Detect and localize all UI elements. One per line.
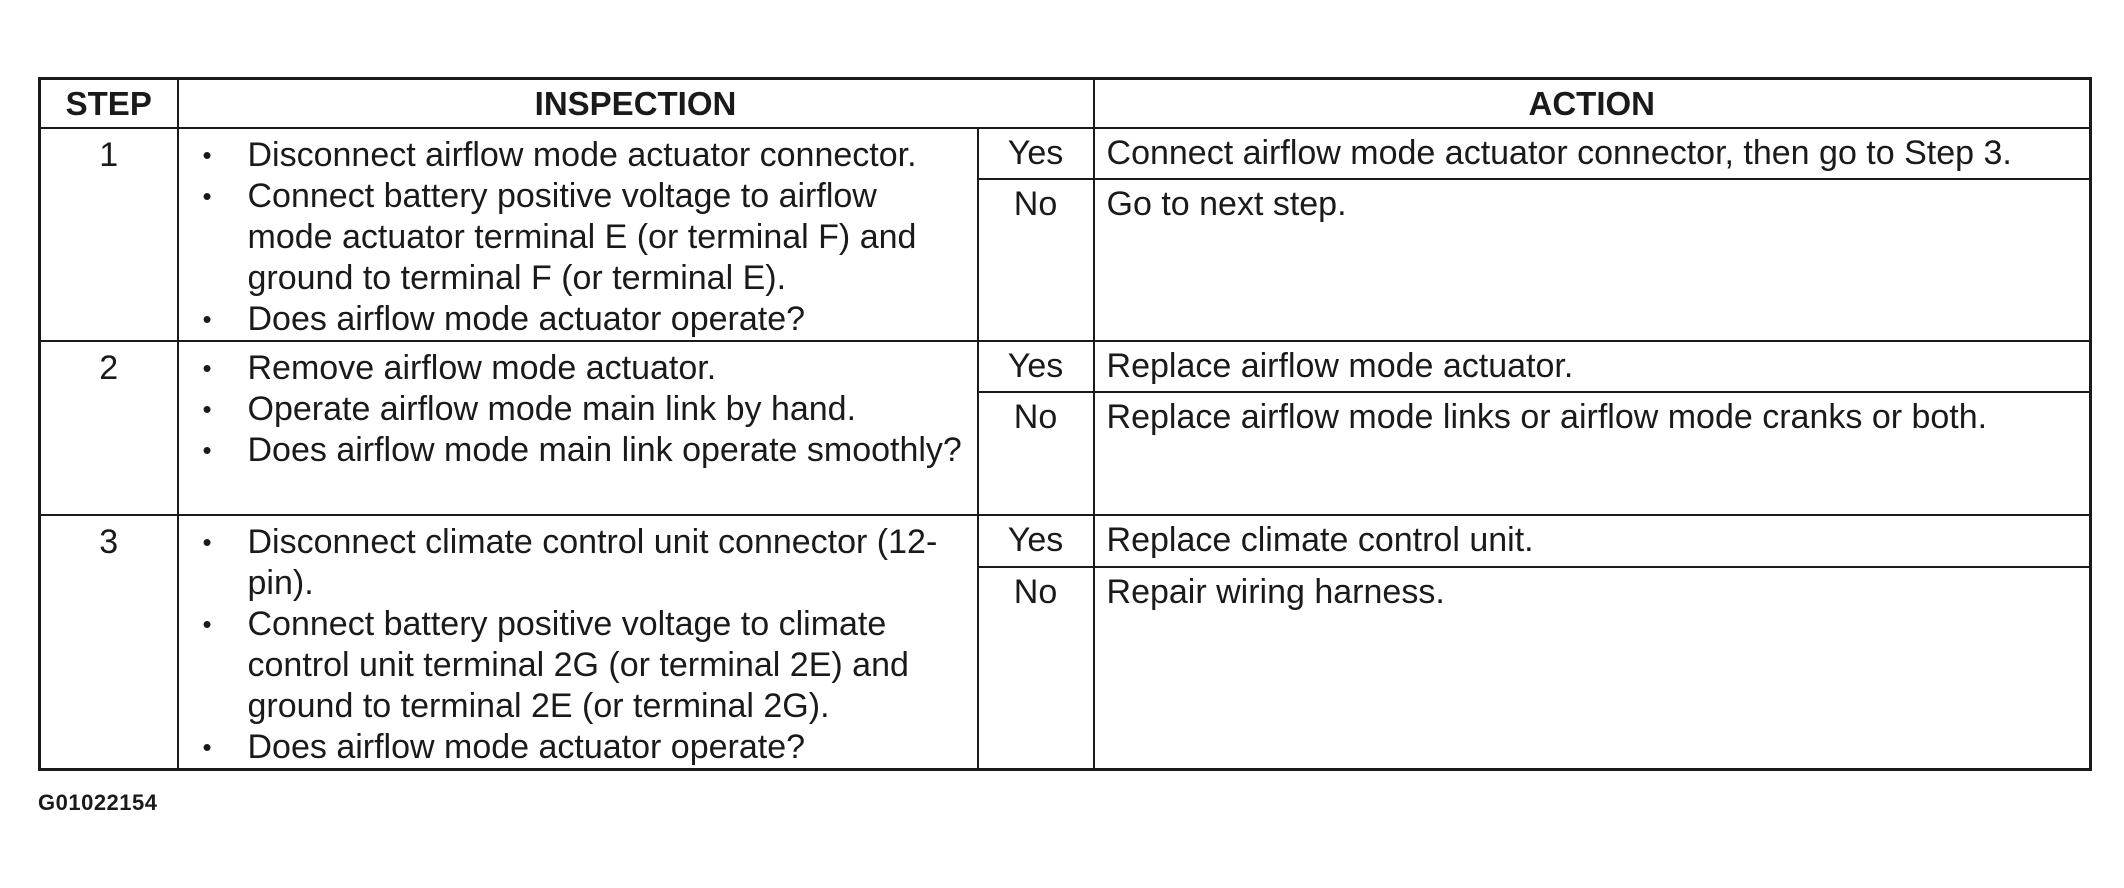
inspection-text: Disconnect airflow mode actuator connector. — [247, 136, 917, 174]
list-item — [203, 727, 967, 768]
header-step: STEP — [40, 79, 178, 129]
inspection-text: Remove airflow mode actuator. — [247, 349, 717, 387]
inspection-text: Does airflow mode main link operate smoothly? — [247, 431, 962, 469]
inspection-text: Connect battery positive voltage to airflow mode actuator terminal E (or terminal F) and ground to terminal F (or terminal E). — [247, 177, 917, 297]
no-label: No — [978, 179, 1094, 341]
list-item — [203, 176, 967, 299]
bullet-icon: • — [202, 732, 212, 762]
inspection-text: Does airflow mode actuator operate? — [247, 300, 806, 338]
inspection-cell — [178, 128, 978, 341]
bullet-icon: • — [202, 181, 212, 211]
list-item — [203, 348, 967, 389]
list-item — [203, 135, 967, 176]
yes-label: Yes — [978, 128, 1094, 179]
bullet-icon: • — [202, 435, 212, 465]
list-item — [203, 430, 967, 471]
list-item — [203, 604, 967, 727]
yes-label: Yes — [978, 341, 1094, 392]
table-row — [40, 515, 2091, 567]
yes-label: Yes — [978, 515, 1094, 567]
bullet-icon: • — [202, 394, 212, 424]
inspection-text: Does airflow mode actuator operate? — [247, 728, 806, 766]
bullet-icon: • — [202, 140, 212, 170]
inspection-list — [203, 135, 967, 340]
table-row — [40, 341, 2091, 392]
inspection-cell — [178, 515, 978, 770]
bullet-icon: • — [202, 304, 212, 334]
inspection-text: Connect battery positive voltage to climate control unit terminal 2G (or terminal 2E) and ground to terminal 2E (or terminal 2G). — [247, 605, 909, 725]
no-action: Go to next step. — [1094, 179, 2091, 341]
step-number: 2 — [40, 341, 178, 515]
inspection-cell — [178, 341, 978, 515]
inspection-list — [203, 348, 967, 471]
figure-id: G01022154 — [38, 790, 158, 815]
yes-action: Replace airflow mode actuator. — [1094, 341, 2091, 392]
bullet-icon: • — [202, 527, 212, 557]
list-item — [203, 389, 967, 430]
yes-action: Connect airflow mode actuator connector, then go to Step 3. — [1094, 128, 2091, 179]
inspection-text: Disconnect climate control unit connector (12-pin). — [247, 523, 938, 602]
step-number: 3 — [40, 515, 178, 770]
no-action: Replace airflow mode links or airflow mode cranks or both. — [1094, 392, 2091, 515]
yes-action: Replace climate control unit. — [1094, 515, 2091, 567]
header-inspection: INSPECTION — [178, 79, 1094, 129]
bullet-icon: • — [202, 609, 212, 639]
header-action: ACTION — [1094, 79, 2091, 129]
no-action: Repair wiring harness. — [1094, 567, 2091, 770]
step-number: 1 — [40, 128, 178, 341]
diagnostic-table — [38, 77, 2092, 771]
header-row — [40, 79, 2091, 129]
inspection-text: Operate airflow mode main link by hand. — [247, 390, 857, 428]
list-item — [203, 522, 967, 604]
list-item — [203, 299, 967, 340]
no-label: No — [978, 392, 1094, 515]
table-row — [40, 128, 2091, 179]
inspection-list — [203, 522, 967, 768]
no-label: No — [978, 567, 1094, 770]
bullet-icon: • — [202, 353, 212, 383]
